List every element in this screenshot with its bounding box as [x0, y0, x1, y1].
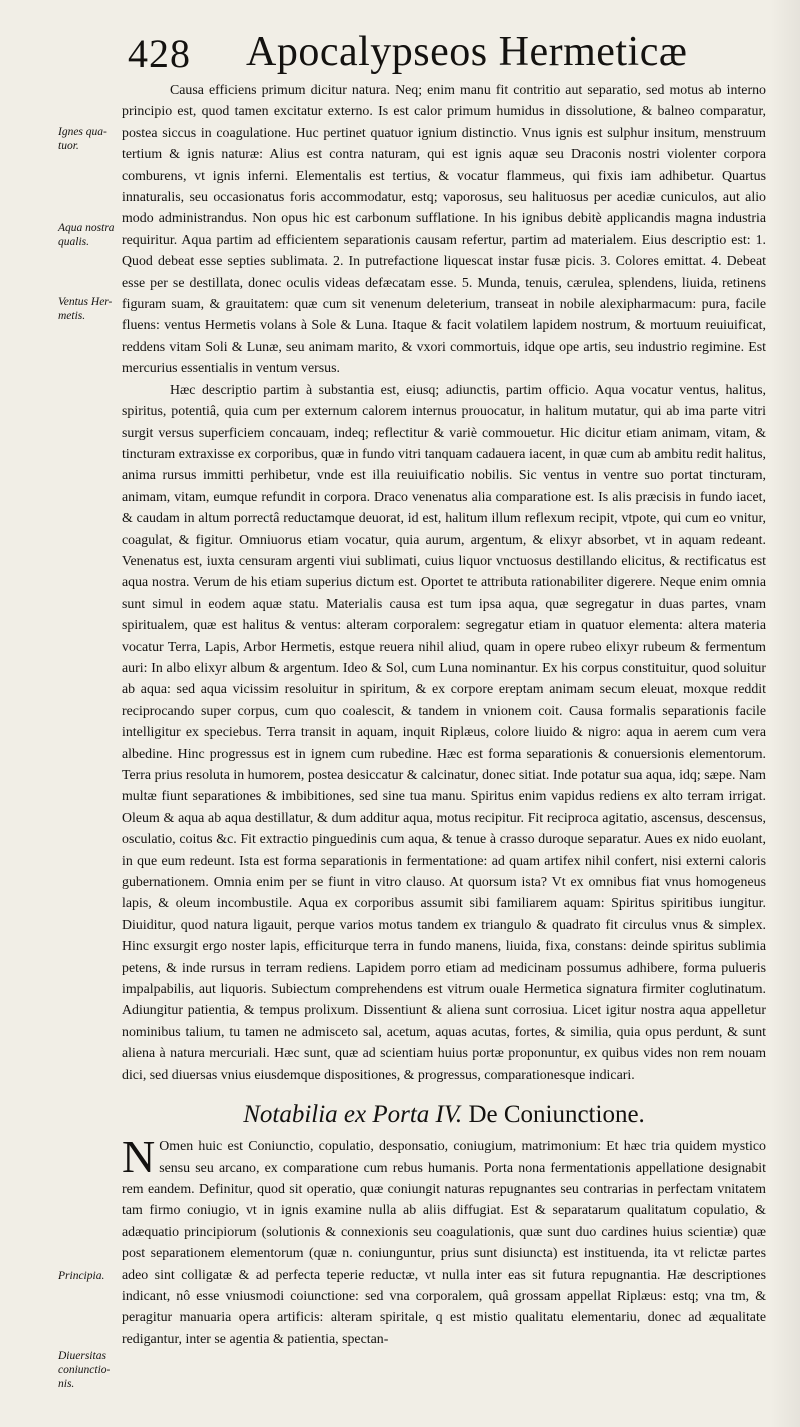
- section-heading-roman: De Coniunctione.: [468, 1101, 645, 1129]
- margin-note-aqua: Aqua nostra: [58, 222, 115, 234]
- paragraph-coniunctio-text: Omen huic est Coniunctio, copulatio, desponsatio, coniugium, matrimonium: Et hæc tria quidem mystico sensu seu arcano, ex comparatione cum rebus humanis. Porta nona fermentationis appellatione designabit rem eandem. Definitur, quod sit operatio, quæ coniungit naturas repugnantes seu contrarias in perfectam vnitatem tam firmo coniugio, vt in ignis examine nulla ab aliis diffugiat. Est & separatarum qualitatum copulatio, & adæquatio principiorum (solutionis & connexionis seu coagulationis, quæ sunt duo cardines huius scientiæ) quæ post separationem elementorum (quæ n. coniunguntur, prius sunt disiuncta) est instituenda, ita vt relictæ partes adeo sint colligatæ & ad perfecta teperie reductæ, vt nulla inter eas sit futura repugnantia. Hæ descriptiones indicant, nô esse vniusmodi coiunctione: sed vna corporalem, quâ grossam appellat Riplæus: estq; vna tm, & peragitur manuaria opera artificis: alteram spiritale, q est mistio qualitatu elementariu, donec ad æqualitate redigantur, inter se agentia & patientia, spectan-: [122, 1139, 766, 1347]
- paragraph-coniunctio: [122, 1131, 766, 1350]
- margin-note-ignes: Ignes qua-: [58, 126, 107, 138]
- margin-note-diuersitas: Diuersitas: [58, 1350, 106, 1362]
- running-title: Apocalypseos Hermeticæ: [246, 29, 688, 75]
- paragraph-descriptio: Hæc descriptio partim à substantia est, eiusq; adiunctis, partim officio. Aqua vocatur ventus, halitus, spiritus, potentiâ, quia cum per externum calorem internus prouocatur, in halitum mutatur, qui ab ima parte vitri surgit versus superficiem concauam, indeq; reflectitur & variè commouetur. Hic dicitur etiam animam, vitam, & tincturam extraxisse ex corporibus, quæ in fundo vitri tanquam cadauera iacent, in quæ cum ab ambitu redit halitus, anima rursus immitti perhibetur, vnde est illa reuiuificatio nobilis. Sic ventus in ventre suo portat tincturam, animam, vitam, eumque refundit in corpora. Draco venenatus alia comparatione est. Is alis præcisis in fundo iacet, & caudam in altum porrectâ reductamque deuorat, id est, halitum illum reflexum recipit, vtpote, qui cum eo vnitur, coagulat, & figitur. Omniuorus etiam vocatur, quia aurum, argentum, & elixyr absorbet, vt in aquam redeant. Venenatus est, iuxta censuram argenti viui sublimati, cuius liquor vnctuosus destillando elicitus, & rectificatus est aqua nostra. Verum de his etiam superius dictum est. Oportet te attributa rationabiliter digerere. Neque enim omnia sunt simul in eodem aquæ statu. Materialis causa est tum ipsa aqua, quæ segregatur in duas partes, vnam spiritualem, quæ est halitus & ventus: alteram corporalem: segregatur etiam in quatuor elementa: altera materia vocatur Terra, Lapis, Arbor Hermetis, estque reuera nihil aliud, quam in opere rubeo elixyr rubeum & fermentum auri: In albo elixyr album & argentum. Ideo & Sol, cum Luna nominantur. Ex his corpus constituitur, quod soluitur ab aqua: sed aqua vicissim resoluitur in spiritum, & ex corpore ereptam animam secum eleuat, moxque reddit reciprocando super corpus, cum quo coalescit, & tandem in vnionem coit. Causa formalis separationis facile intelligitur ex speciebus. Terra transit in aquam, inquit Riplæus, colore liuido & nigro: aqua in aerem cum vera albedine. Hinc progressus est in ignem cum rubedine. Hæc est forma separationis & conuersionis elementorum. Terra prius resoluta in humorem, postea desiccatur & calcinatur, donec sitiat. Inde potatur sua aqua, idq; sæpe. Nam multæ fiunt separationes & imbibitiones, sed sine tua manu. Spiritus enim vapidus rediens ex alto terram irrigat. Oleum & aqua ab aqua destillatur, & dum additur aqua, motus recipitur. Fit reciproca agitatio, ascensus, descensus, osculatio, coitus &c. Fit extractio pinguedinis cum aqua, & tenue à crasso duroque separatur. Aues ex nido euolant, in que eum redeunt. Ista est forma separationis in fermentatione: ad quam artifex nihil confert, nisi externi caloris gubernationem. Omnia enim per se fiunt in vitro clauso. At quorsum ista? Vt ex omnibus fiat vnus homogeneus lapis, & oleum incombustile. Aqua ex corporibus assumit sibi familiarem aquam: Spiritus spiritibus iungitur. Diuiditur, quod natura ligauit, perque varios motus tandem ex triangulo & quadrato fit circulus vnus & simplex. Hinc exsurgit ergo noster lapis, efficiturque terra in fundo manens, liuida, fixa, constans: deinde spiritus sublimia petens, & inde rursus in terram rediens. Lapidem porro etiam ad medicinam possumus adhibere, forma pulueris impalpabilis, aut liquoris. Subiectum comprehendens est vitrum ouale Hermetica signatura firmiter coglutinatum. Adiungitur patientia, & tempus prolixum. Dissentiunt & aliena sunt corrosiua. Licet igitur nostra aqua appelletur nominibus talium, tu tamen ne admisceto sal, acetum, aquas acutas, fortes, & similia, quia opus perdunt, & sunt aliena à natura mercuriali. Hæc sunt, quæ ad scientiam huius portæ proponuntur, ex quibus vides non rem nouam dici, sed diuersas vnius eiusdemque dispositiones, & progressus, comparationesque indicari.: [122, 382, 766, 1083]
- page-number: 428: [128, 31, 191, 76]
- margin-note-principia: Principia.: [58, 1270, 105, 1282]
- section-heading: [122, 1100, 766, 1130]
- margin-note-aqua-cont: qualis.: [58, 236, 89, 248]
- paragraph-causa-efficiens: Causa efficiens primum dicitur natura. Neq; enim manu fit contritio aut separatio, sed motus ab interno principio est, quod tamen excitatur externo. Is est calor primum humidus in dissolutione, & balneo comparatur, postea siccus in coagulatione. Huc pertinet quatuor ignium distinctio. Vnus ignis est sulphur insitum, menstruum tertium & ignis naturæ: Alius est contra naturam, qui est ignis aquæ seu Draconis nostri violenter corpora comburens, vt ignis inferni. Elementalis est tertius, & vocatur flammeus, qui fixis iam adhibetur. Quartus innaturalis, seu occasionatus foris accommodatur, estq; vaporosus, seu halituosus per acediæ cuniculos, aut alio modo administrandus. Non opus hic est carbonum sufflatione. In his ignibus debitè applicandis magna industria requiritur. Aqua partim ad efficientem separationis causam refertur, partim ad materialem. Eius descriptio est: 1. Quod debeat esse septies sublimata. 2. In putrefactione liquescat instar fusæ picis. 3. Colores emittat. 4. Debeat esse per se destillata, donec oculis videas defæcatam esse. 5. Munda, tenuis, cærulea, splendens, liuida, retinens figuram suam, & grauitatem: quæ cum sit venenum deleterium, transeat in nobile alexipharmacum: pura, facile fluens: ventus Hermetis volans à Sole & Luna. Itaque & facit volatilem lapidem nostrum, & mortuum reuiuificat, reddens vitam Soli & Lunæ, seu animam marito, & vxori commortuis, idque ope artis, seu industrio regimine. Est mercurius essentialis in ventum versus.: [122, 83, 766, 377]
- margin-note-diuersitas-cont: coniunctio-: [58, 1364, 111, 1376]
- margin-notes: [0, 0, 124, 1427]
- section-heading-italic: Notabilia ex Porta IV.: [243, 1101, 463, 1129]
- margin-note-ventus: Ventus Her-: [58, 296, 113, 308]
- margin-note-ignes-cont: tuor.: [58, 140, 79, 152]
- margin-note-ventus-cont: metis.: [58, 310, 86, 322]
- drop-cap: N: [122, 1131, 156, 1183]
- page-gutter-shadow: [770, 0, 800, 1427]
- margin-note-diuersitas-end: nis.: [58, 1378, 75, 1390]
- page-header: [128, 22, 748, 78]
- main-text: [122, 80, 766, 1350]
